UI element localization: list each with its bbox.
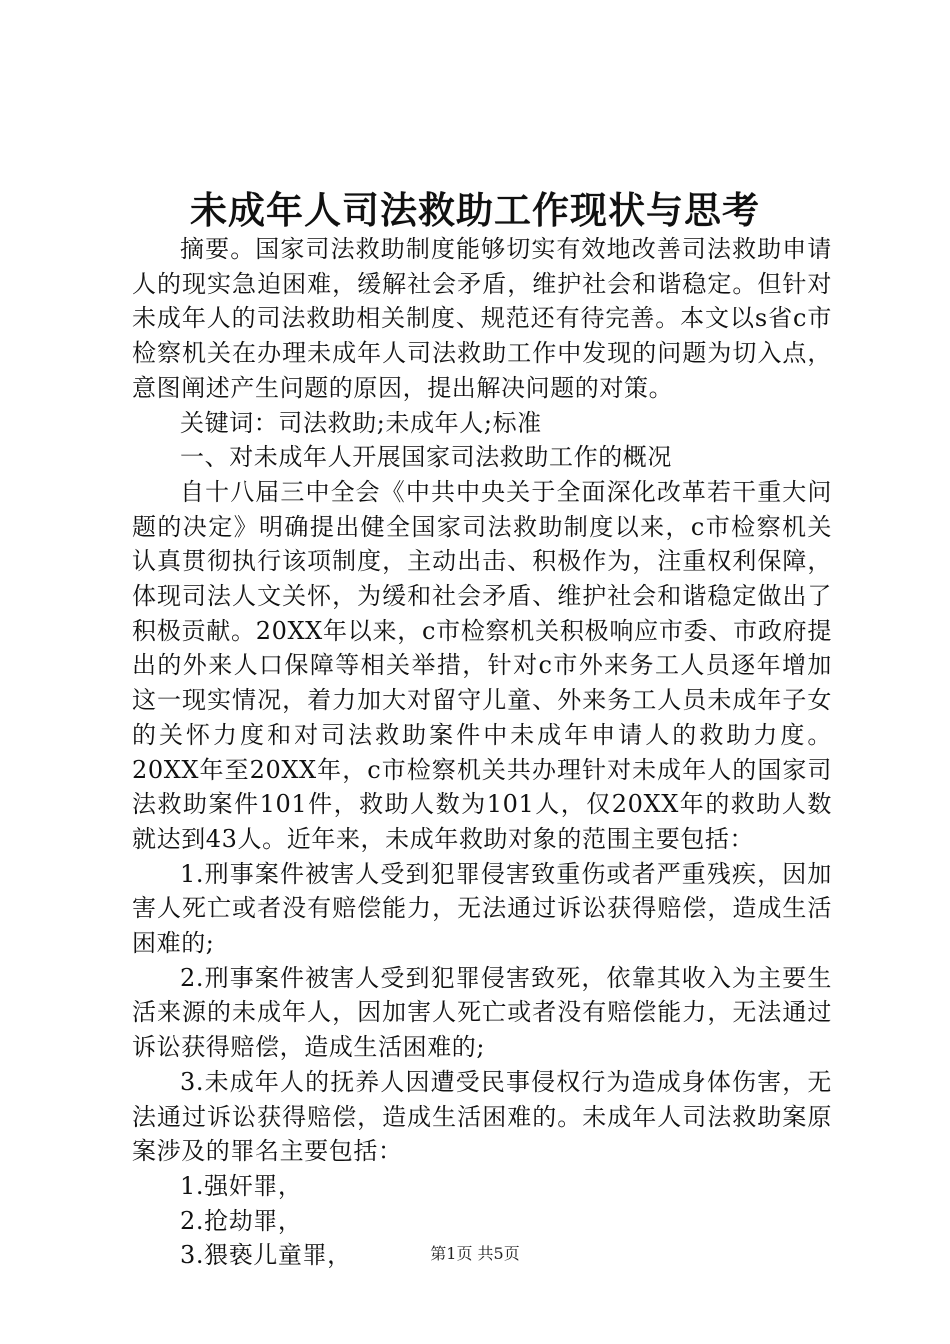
page-number-footer: 第1页 共5页 <box>430 1244 520 1263</box>
document-body <box>132 232 832 1273</box>
list-item: 1.强奸罪， <box>180 1171 303 1200</box>
list-item: 2.抢劫罪， <box>180 1206 303 1235</box>
list-item: 1.刑事案件被害人受到犯罪侵害致重伤或者严重残疾，因加害人死亡或者没有赔偿能力，无法通过诉讼获得赔偿，造成生活困难的; <box>132 859 832 958</box>
body-paragraph: 自十八届三中全会《中共中央关于全面深化改革若干重大问题的决定》明确提出健全国家司法救助制度以来，c市检察机关认真贯彻执行该项制度，主动出击、积极作为，注重权利保障，体现司法人文关怀，为缓和社会矛盾、维护社会和谐稳定做出了积极贡献。20XX年以来，c市检察机关积极响应市委、市政府提出的外来人口保障等相关举措，针对c市外来务工人员逐年增加这一现实情况，着力加大对留守儿童、外来务工人员未成年子女的关怀力度和对司法救助案件中未成年申请人的救助力度。20XX年至20XX年，c市检察机关共办理针对未成年人的国家司法救助案件101件，救助人数为101人，仅20XX年的救助人数就达到43人。近年来，未成年救助对象的范围主要包括： <box>132 477 832 853</box>
list-item: 2.刑事案件被害人受到犯罪侵害致死，依靠其收入为主要生活来源的未成年人，因加害人死亡或者没有赔偿能力，无法通过诉讼获得赔偿，造成生活困难的; <box>132 963 832 1062</box>
document-title: 未成年人司法救助工作现状与思考 <box>190 188 760 232</box>
abstract-paragraph: 摘要。国家司法救助制度能够切实有效地改善司法救助申请人的现实急迫困难，缓解社会矛盾，维护社会和谐稳定。但针对未成年人的司法救助相关制度、规范还有待完善。本文以s省c市检察机关在办理未成年人司法救助工作中发现的问题为切入点，意图阐述产生问题的原因，提出解决问题的对策。 <box>132 235 832 402</box>
list-item: 3.猥亵儿童罪， <box>180 1241 352 1270</box>
list-item: 3.未成年人的抚养人因遭受民事侵权行为造成身体伤害，无法通过诉讼获得赔偿，造成生活困难的。未成年人司法救助案原案涉及的罪名主要包括： <box>132 1067 832 1166</box>
keywords-paragraph: 关键词：司法救助;未成年人;标准 <box>180 408 542 437</box>
section-heading: 一、对未成年人开展国家司法救助工作的概况 <box>180 443 672 472</box>
